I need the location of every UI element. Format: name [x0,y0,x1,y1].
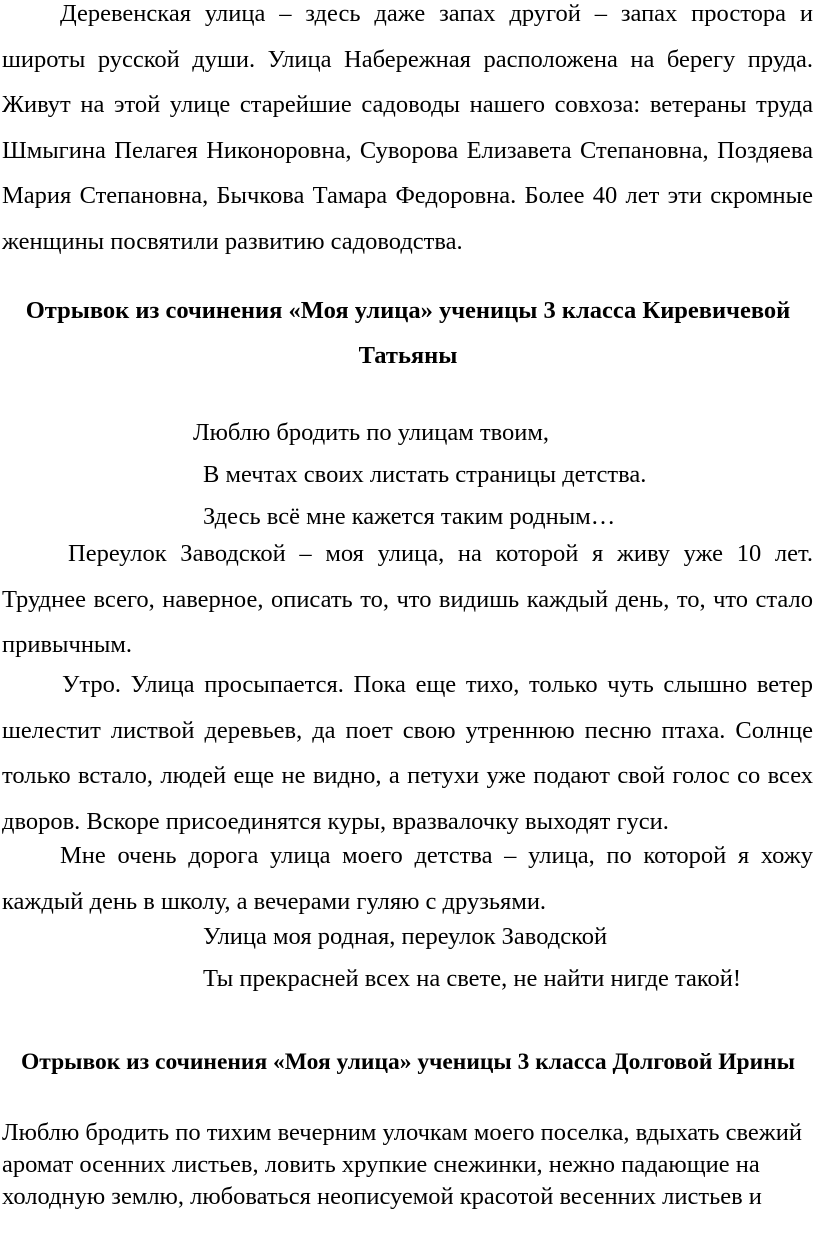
essay-1-paragraph-1: Переулок Заводской – моя улица, на которой я живу уже 10 лет. Труднее всего, наверное, описать то, что видишь каждый день, то, что стало привычным. [2,540,813,658]
essay-2-heading: Отрывок из сочинения «Моя улица» ученицы 3 класса Долговой Ирины [20,1049,796,1075]
essay-1-paragraph-2: Утро. Улица просыпается. Пока еще тихо, только чуть слышно ветер шелестит листвой деревьев, да поет свою утреннюю песню птаха. Солнце только встало, людей еще не видно, а петухи уже подают свой голос со всех дворов. Вскоре присоединятся куры, вразвалочку выходят гуси. [2,671,813,835]
poem-1-line-1: Люблю бродить по улицам твоим, [193,419,549,446]
poem-1-line-2: В мечтах своих листать страницы детства. [203,461,647,488]
essay-2-line-2: аромат осенних листьев, ловить хрупкие снежинки, нежно падающие на [2,1151,760,1178]
poem-2-line-2: Ты прекрасней всех на свете, не найти нигде такой! [203,965,742,992]
essay-2-paragraph-1 [2,1117,810,1213]
essay-2-line-3: холодную землю, любоваться неописуемой красотой весенних листьев и [2,1183,762,1210]
poem-1-line-3: Здесь всё мне кажется таким родным… [203,503,616,530]
essay-1-heading-line-1: Отрывок из сочинения «Моя улица» ученицы 3 класса Киревичевой [25,297,791,324]
essay-2-line-1: Люблю бродить по тихим вечерним улочкам моего поселка, вдыхать свежий [2,1119,802,1146]
essay-1-paragraph-3: Мне очень дорога улица моего детства – улица, по которой я хожу каждый день в школу, а вечерами гуляю с друзьями. [2,842,813,915]
poem-2-line-1: Улица моя родная, переулок Заводской [203,923,608,950]
intro-paragraph: Деревенская улица – здесь даже запах другой – запах простора и широты русской души. Улица Набережная расположена на берегу пруда. Живут на этой улице старейшие садоводы нашего совхоза: ветераны труда Шмыгина Пелагея Никоноровна, Суворова Елизавета Степановна, Поздяева Мария Степановна, Бычкова Тамара Федоровна. Более 40 лет эти скромные женщины посвятили развитию садоводства. [2,0,813,255]
essay-1-heading [0,288,816,378]
essay-1-heading-line-2: Татьяны [358,342,458,369]
